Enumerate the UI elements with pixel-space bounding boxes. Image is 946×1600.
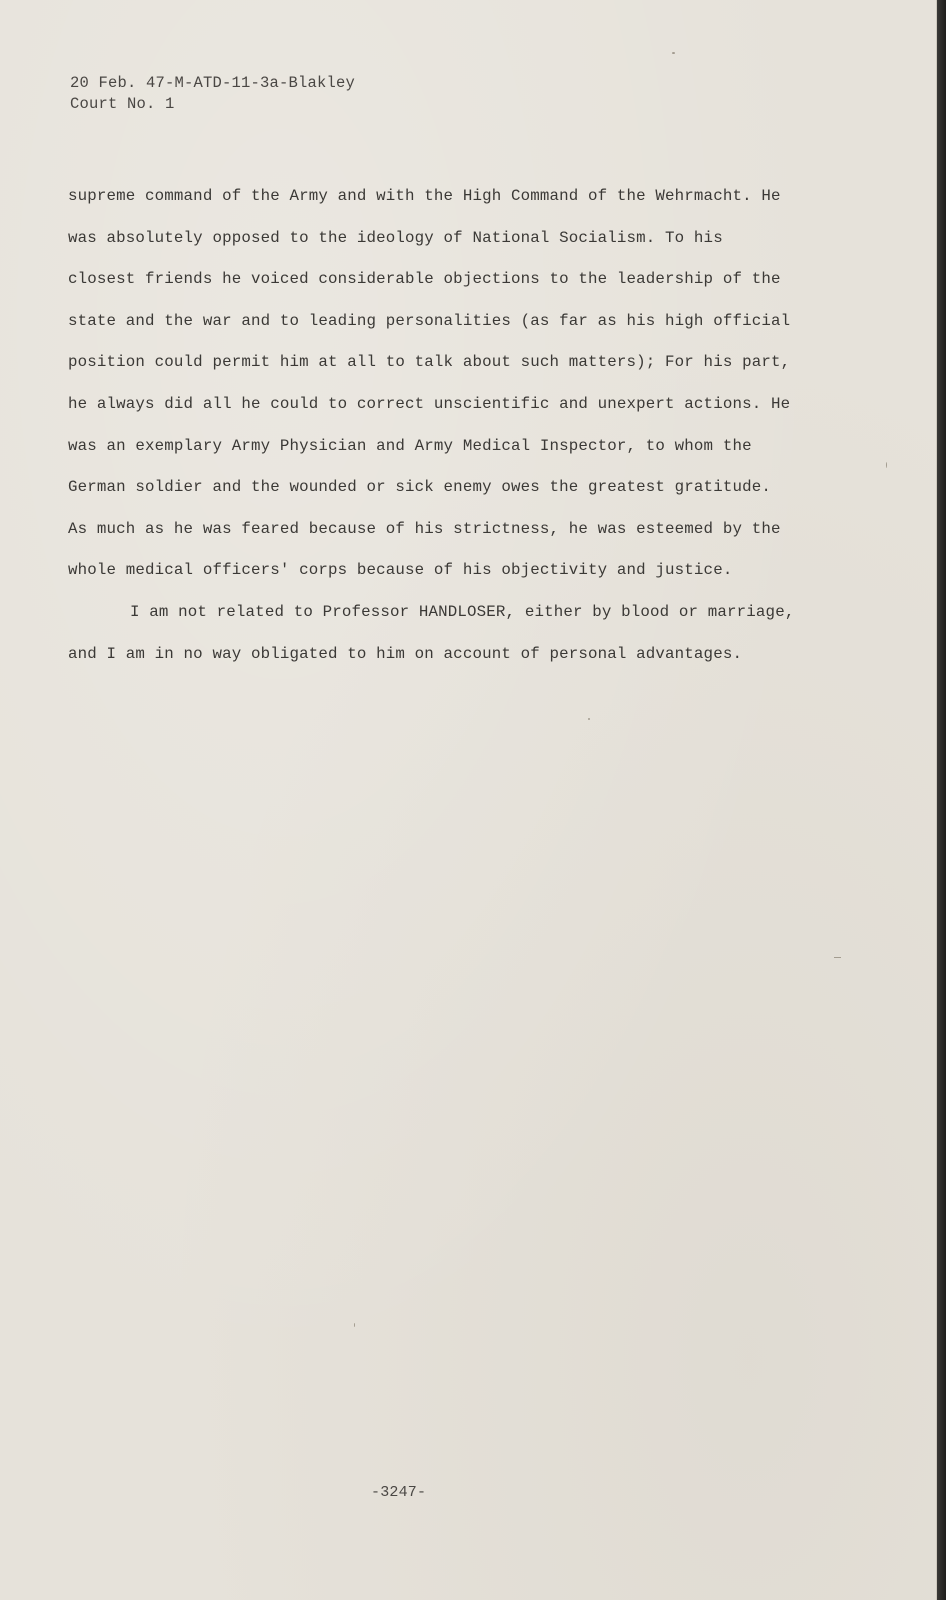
body-line: was an exemplary Army Physician and Army Medical Inspector, to whom the xyxy=(68,436,752,455)
scan-edge xyxy=(937,0,946,1600)
paper-speck xyxy=(886,462,887,468)
body-line: whole medical officers' corps because of his objectivity and justice. xyxy=(68,561,733,580)
body-line: supreme command of the Army and with the High Command of the Wehrmacht. He xyxy=(68,187,781,205)
body-line: and I am in no way obligated to him on account of personal advantages. xyxy=(68,644,743,663)
paper-speck xyxy=(834,957,841,958)
document-body xyxy=(68,176,858,675)
page-number: -3247- xyxy=(371,1484,427,1501)
body-line: I am not related to Professor HANDLOSER, either by blood or marriage, xyxy=(130,602,795,621)
paper-speck xyxy=(672,52,675,54)
paper-speck xyxy=(588,718,590,720)
body-line: was absolutely opposed to the ideology of National Socialism. To his xyxy=(68,228,723,247)
header-reference: 20 Feb. 47-M-ATD-11-3a-Blakley xyxy=(70,74,356,92)
body-line: state and the war and to leading personalities (as far as his high official xyxy=(68,311,791,330)
header-court: Court No. 1 xyxy=(70,95,175,113)
body-line: German soldier and the wounded or sick enemy owes the greatest gratitude. xyxy=(68,478,771,497)
body-line: position could permit him at all to talk about such matters); For his part, xyxy=(68,353,791,372)
paper-speck xyxy=(354,1323,355,1327)
document-header xyxy=(70,73,355,115)
body-line: closest friends he voiced considerable objections to the leadership of the xyxy=(68,270,781,289)
body-line: he always did all he could to correct unscientific and unexpert actions. He xyxy=(68,394,791,413)
body-line: As much as he was feared because of his strictness, he was esteemed by the xyxy=(68,519,781,538)
